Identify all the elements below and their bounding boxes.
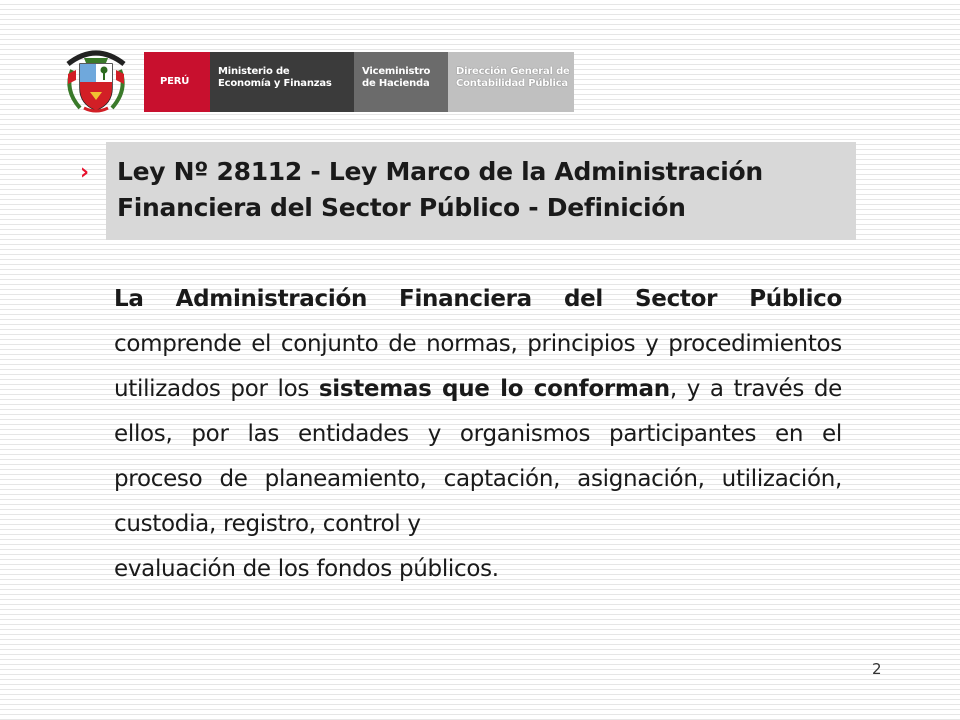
title-line-1: Ley Nº 28112 - Ley Marco de la Administración [117,157,763,186]
title-line-2: Financiera del Sector Público - Definición [117,193,686,222]
title-bullet-icon: › [80,160,90,185]
page-number: 2 [872,660,882,678]
body-text-2: , y a través de ellos, por las entidades y organismos participantes en el proceso de planeamiento, captación, asignación, utilización, custodia, registro, control y [114,376,842,537]
header-bar [144,52,574,112]
body-paragraph [114,277,842,592]
coat-of-arms [58,40,134,116]
header-directorate-line2: Contabilidad Pública [456,78,568,89]
body-bold-term: La Administración Financiera del Sector Público [114,286,842,312]
header-ministry-line1: Ministerio de [218,66,290,77]
body-text-1: comprende el conjunto de normas, principios y procedimientos utilizados por los [114,331,842,402]
header-vice-line2: de Hacienda [362,78,430,89]
body-main [114,277,842,547]
header-peru [144,52,210,112]
header-directorate [448,52,574,112]
body-bold-systems: sistemas que lo conforman [318,376,670,402]
peru-coat-of-arms-icon [58,40,134,116]
header-ministry [210,52,354,112]
header-vice [354,52,448,112]
header-peru-label: PERÚ [160,76,190,87]
header-ministry-line2: Economía y Finanzas [218,78,332,89]
header-vice-line1: Viceministro [362,66,431,77]
body-final-line: evaluación de los fondos públicos. [114,556,499,582]
slide-title [106,142,856,240]
header-directorate-line1: Dirección General de [456,66,570,77]
